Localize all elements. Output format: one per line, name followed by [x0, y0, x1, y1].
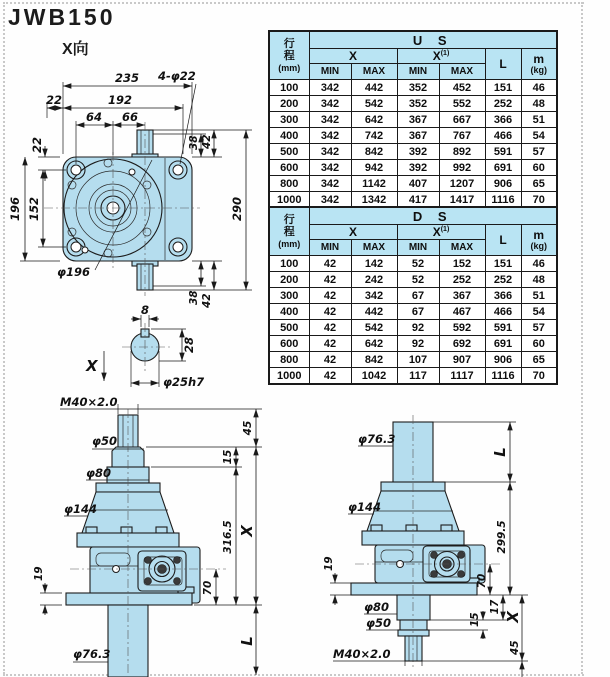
cell: 48 — [521, 272, 557, 288]
cell: 392 — [397, 160, 439, 176]
table-row — [269, 96, 557, 112]
table-row — [269, 256, 557, 272]
table-row — [269, 80, 557, 96]
label-tube-dia: φ76.3 — [73, 647, 111, 661]
cell: 992 — [439, 160, 485, 176]
cell: 392 — [397, 144, 439, 160]
cell: 65 — [521, 352, 557, 368]
cell: 200 — [269, 96, 309, 112]
cell: 342 — [309, 112, 351, 128]
cell: 51 — [521, 112, 557, 128]
cell: 46 — [521, 80, 557, 96]
cell: 800 — [269, 352, 309, 368]
us-spec-table — [268, 30, 558, 209]
cell: 54 — [521, 304, 557, 320]
cell: 252 — [485, 272, 521, 288]
cell: 142 — [351, 256, 397, 272]
cell: 67 — [397, 288, 439, 304]
cell: 57 — [521, 320, 557, 336]
cell: 642 — [351, 336, 397, 352]
cell: 366 — [485, 288, 521, 304]
table-row — [269, 112, 557, 128]
cell: 466 — [485, 304, 521, 320]
cell: 691 — [485, 336, 521, 352]
dim-L: L — [491, 447, 509, 457]
dim-19: 19 — [33, 566, 45, 581]
us-front-view-drawing — [0, 385, 300, 677]
dim-192: 192 — [107, 93, 133, 107]
stroke-header: 行 程 (mm) — [269, 31, 309, 80]
cell: 942 — [351, 160, 397, 176]
dim-15: 15 — [222, 449, 234, 465]
cell: 51 — [521, 288, 557, 304]
cell: 342 — [309, 144, 351, 160]
min-header: MIN — [397, 240, 439, 256]
dim-290: 290 — [230, 196, 244, 222]
cell: 1116 — [485, 192, 521, 209]
cell: 591 — [485, 144, 521, 160]
cell: 667 — [439, 112, 485, 128]
cell: 42 — [309, 352, 351, 368]
cell: 800 — [269, 176, 309, 192]
dim-38-top: 38 — [188, 135, 200, 150]
cell: 70 — [521, 192, 557, 209]
cell: 1342 — [351, 192, 397, 209]
ds-table-body — [269, 256, 557, 385]
cell: 48 — [521, 96, 557, 112]
x-direction-arrow-label: X — [86, 357, 98, 375]
cell: 552 — [439, 96, 485, 112]
cell: 442 — [351, 80, 397, 96]
table-row — [269, 288, 557, 304]
view-direction-label: X向 — [62, 41, 89, 58]
cell: 70 — [521, 368, 557, 385]
cell: 342 — [309, 96, 351, 112]
ds-spec-table — [268, 206, 558, 385]
dim-38-bottom: 38 — [188, 290, 200, 305]
label-dia80: φ80 — [364, 600, 389, 614]
cell: 842 — [351, 352, 397, 368]
dim-70: 70 — [202, 580, 214, 596]
cell: 42 — [309, 256, 351, 272]
cell: 54 — [521, 128, 557, 144]
cell: 500 — [269, 320, 309, 336]
x-col-header: X — [309, 49, 397, 64]
l-col-header: L — [485, 49, 521, 80]
cell: 1000 — [269, 368, 309, 385]
dim-shaft-dia: φ25h7 — [163, 375, 205, 389]
cell: 100 — [269, 80, 309, 96]
cell: 1417 — [439, 192, 485, 209]
label-dia50: φ50 — [366, 616, 391, 630]
dim-dia196: φ196 — [57, 265, 91, 279]
cell: 1042 — [351, 368, 397, 385]
cell: 442 — [351, 304, 397, 320]
us-table-body — [269, 80, 557, 209]
cell: 252 — [439, 272, 485, 288]
cell: 151 — [485, 256, 521, 272]
dim-66: 66 — [121, 110, 139, 124]
cell: 906 — [485, 176, 521, 192]
label-dia80: φ80 — [86, 466, 111, 480]
dim-196: 196 — [8, 196, 22, 222]
cell: 1207 — [439, 176, 485, 192]
cell: 67 — [397, 304, 439, 320]
cell: 252 — [485, 96, 521, 112]
cell: 342 — [309, 128, 351, 144]
dim-19: 19 — [323, 556, 335, 571]
cell: 400 — [269, 304, 309, 320]
m-col-header: m (kg) — [521, 49, 557, 80]
cell: 200 — [269, 272, 309, 288]
max-header: MAX — [351, 64, 397, 80]
cell: 342 — [351, 288, 397, 304]
dim-bolt-holes: 4-φ22 — [158, 69, 196, 83]
page-title: JWB150 — [8, 4, 116, 30]
cell: 600 — [269, 336, 309, 352]
cell: 892 — [439, 144, 485, 160]
x1-col-header: $X^{(1)}$ — [397, 225, 485, 240]
cell: 117 — [397, 368, 439, 385]
label-dia144: φ144 — [348, 500, 382, 514]
table-row — [269, 304, 557, 320]
cell: 65 — [521, 176, 557, 192]
ds-front-view-drawing — [300, 385, 610, 677]
cell: 466 — [485, 128, 521, 144]
min-header: MIN — [397, 64, 439, 80]
label-thread: M40×2.0 — [60, 395, 118, 409]
dim-45: 45 — [509, 640, 521, 655]
label-dia50: φ50 — [92, 434, 117, 448]
cell: 767 — [439, 128, 485, 144]
cell: 92 — [397, 336, 439, 352]
dim-X: X — [238, 525, 256, 537]
table-row — [269, 320, 557, 336]
cell: 592 — [439, 320, 485, 336]
table-row — [269, 128, 557, 144]
cell: 342 — [309, 192, 351, 209]
m-col-header: m (kg) — [521, 225, 557, 256]
cell: 600 — [269, 160, 309, 176]
cell: 842 — [351, 144, 397, 160]
cell: 60 — [521, 160, 557, 176]
label-tube-dia: φ76.3 — [358, 432, 396, 446]
cell: 60 — [521, 336, 557, 352]
dim-X: X — [504, 611, 522, 623]
table-row — [269, 352, 557, 368]
label-thread: M40×2.0 — [333, 647, 391, 661]
top-view-drawing — [0, 60, 262, 310]
cell: 742 — [351, 128, 397, 144]
cell: 417 — [397, 192, 439, 209]
cell: 367 — [439, 288, 485, 304]
cell: 500 — [269, 144, 309, 160]
cell: 542 — [351, 96, 397, 112]
cell: 1117 — [439, 368, 485, 385]
cell: 342 — [309, 160, 351, 176]
cell: 1000 — [269, 192, 309, 209]
dim-235: 235 — [114, 71, 140, 85]
cell: 1116 — [485, 368, 521, 385]
cell: 342 — [309, 176, 351, 192]
cell: 42 — [309, 320, 351, 336]
dim-152: 152 — [27, 196, 41, 222]
us-table-title: U S — [309, 31, 557, 49]
cell: 642 — [351, 112, 397, 128]
cell: 92 — [397, 320, 439, 336]
us-part — [66, 415, 200, 677]
dim-28: 28 — [182, 336, 196, 354]
cell: 452 — [439, 80, 485, 96]
max-header: MAX — [351, 240, 397, 256]
table-row — [269, 160, 557, 176]
dim-22-left: 22 — [30, 136, 44, 153]
cell: 542 — [351, 320, 397, 336]
table-row — [269, 368, 557, 385]
cell: 151 — [485, 80, 521, 96]
cell: 42 — [309, 336, 351, 352]
min-header: MIN — [309, 64, 351, 80]
cell: 46 — [521, 256, 557, 272]
dim-42-bottom: 42 — [201, 293, 213, 308]
cell: 591 — [485, 320, 521, 336]
cell: 300 — [269, 288, 309, 304]
dim-22-top: 22 — [45, 93, 63, 107]
cell: 692 — [439, 336, 485, 352]
dim-key-width: 8 — [140, 303, 150, 317]
cell: 366 — [485, 112, 521, 128]
cell: 42 — [309, 288, 351, 304]
max-header: MAX — [439, 64, 485, 80]
dim-17: 17 — [489, 599, 501, 615]
stroke-header: 行 程 (mm) — [269, 207, 309, 256]
cell: 352 — [397, 80, 439, 96]
cell: 107 — [397, 352, 439, 368]
cell: 152 — [439, 256, 485, 272]
x-col-header: X — [309, 225, 397, 240]
table-row — [269, 272, 557, 288]
cell: 242 — [351, 272, 397, 288]
x1-col-header: $X^{(1)}$ — [397, 49, 485, 64]
table-row — [269, 176, 557, 192]
dim-70: 70 — [476, 573, 488, 589]
cell: 1142 — [351, 176, 397, 192]
cell: 52 — [397, 272, 439, 288]
max-header: MAX — [439, 240, 485, 256]
cell: 352 — [397, 96, 439, 112]
cell: 367 — [397, 112, 439, 128]
cell: 42 — [309, 272, 351, 288]
dim-15: 15 — [469, 612, 481, 627]
cell: 300 — [269, 112, 309, 128]
ds-table-title: D S — [309, 207, 557, 225]
cell: 691 — [485, 160, 521, 176]
table-row — [269, 336, 557, 352]
dim-316-5: 316.5 — [222, 520, 234, 554]
table-row — [269, 144, 557, 160]
cell: 57 — [521, 144, 557, 160]
cell: 100 — [269, 256, 309, 272]
cell: 400 — [269, 128, 309, 144]
cell: 407 — [397, 176, 439, 192]
ds-table-header — [269, 207, 557, 256]
cell: 467 — [439, 304, 485, 320]
dim-42-top: 42 — [201, 134, 213, 149]
cell: 907 — [439, 352, 485, 368]
cell: 42 — [309, 304, 351, 320]
dim-299-5: 299.5 — [496, 520, 508, 554]
dim-45: 45 — [242, 420, 254, 436]
dim-L: L — [238, 636, 256, 646]
cell: 906 — [485, 352, 521, 368]
cell: 42 — [309, 368, 351, 385]
min-header: MIN — [309, 240, 351, 256]
cell: 367 — [397, 128, 439, 144]
cell: 52 — [397, 256, 439, 272]
l-col-header: L — [485, 225, 521, 256]
cell: 342 — [309, 80, 351, 96]
us-table-header — [269, 31, 557, 80]
label-dia144: φ144 — [64, 502, 98, 516]
dim-64: 64 — [85, 110, 103, 124]
